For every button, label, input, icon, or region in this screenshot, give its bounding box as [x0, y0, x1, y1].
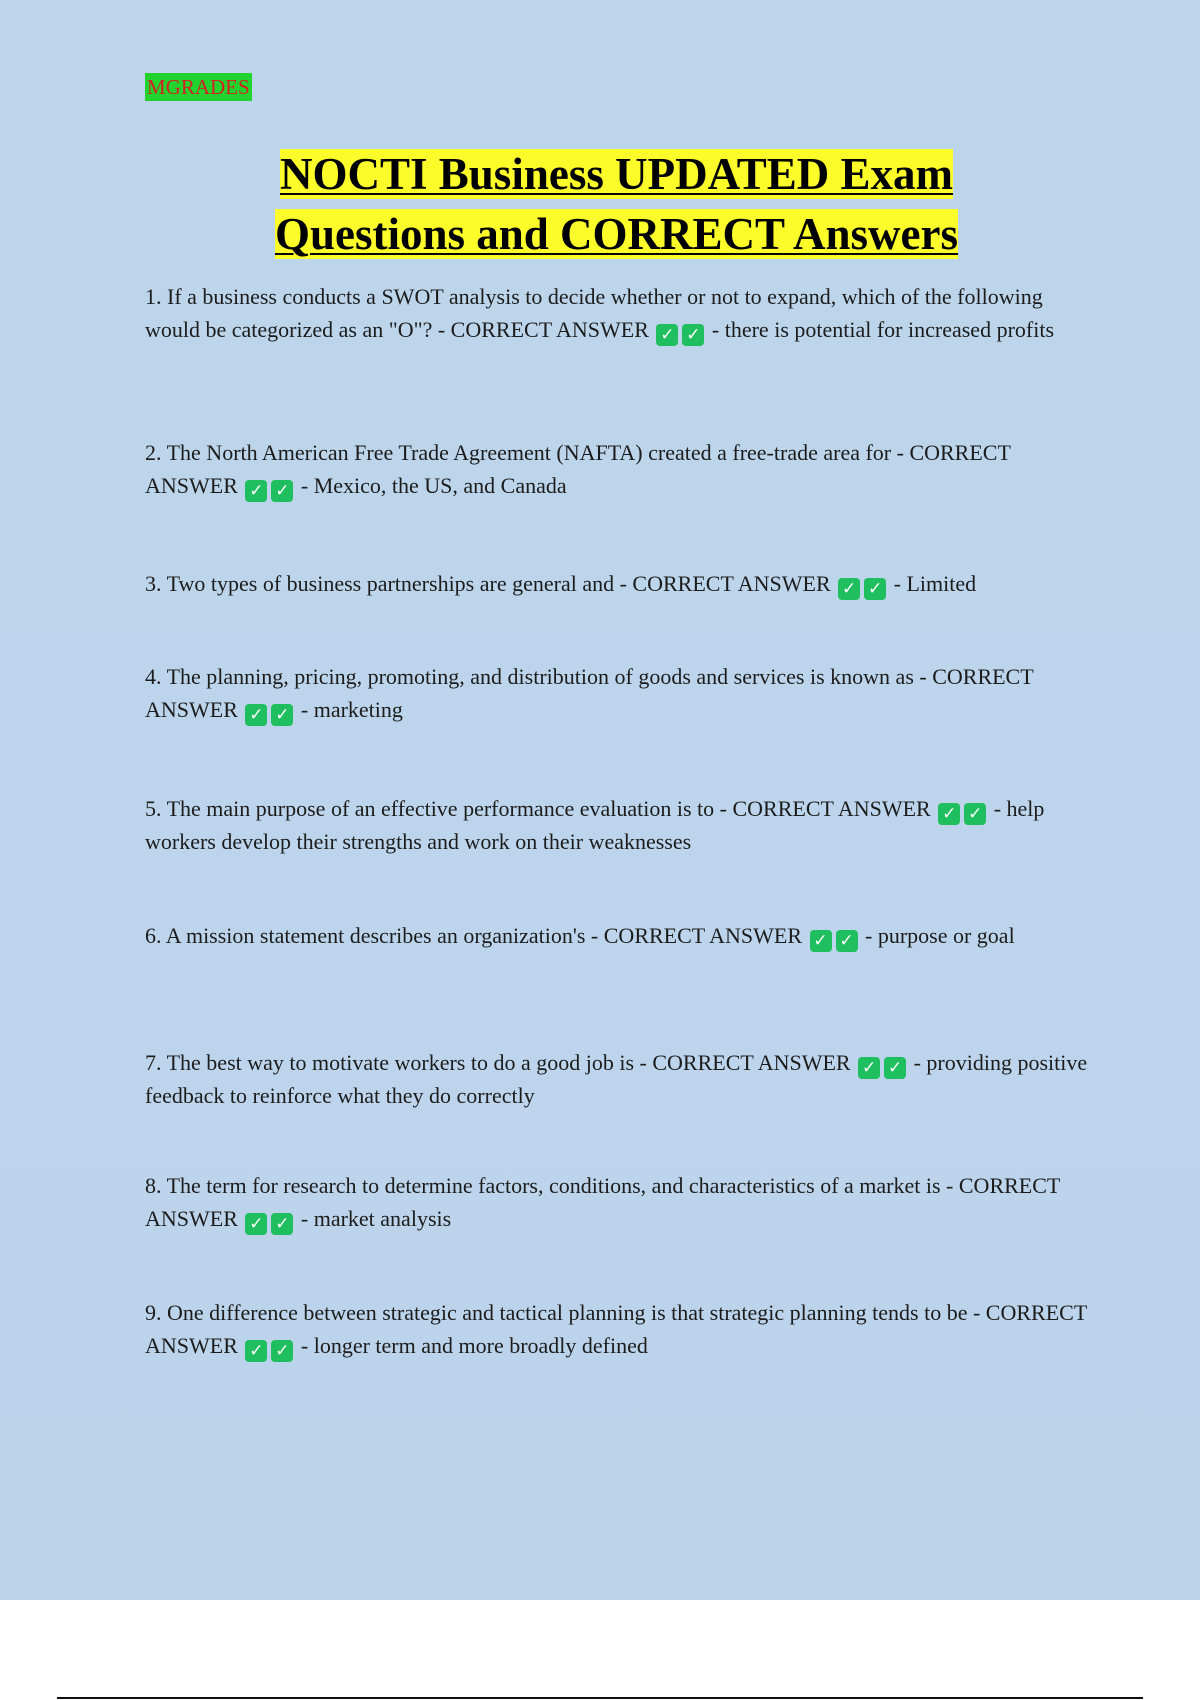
- question-prompt: 4. The planning, pricing, promoting, and distribution of goods and services is known as - CORRECT ANSWER: [145, 664, 1034, 722]
- title-line-2: Questions and CORRECT Answers: [274, 209, 959, 259]
- check-icon: ✓: [245, 1213, 267, 1235]
- check-icon: ✓: [271, 480, 293, 502]
- brand-label: MGRADES: [147, 75, 250, 99]
- check-icon: ✓: [271, 704, 293, 726]
- check-icon: ✓: [245, 480, 267, 502]
- check-icon: ✓: [858, 1057, 880, 1079]
- question-prompt: 7. The best way to motivate workers to do a good job is - CORRECT ANSWER: [145, 1050, 851, 1075]
- question-prompt: 8. The term for research to determine factors, conditions, and characteristics of a market is - CORRECT ANSWER: [145, 1173, 1060, 1231]
- question-item-3: [145, 567, 1095, 600]
- check-icon: ✓: [682, 324, 704, 346]
- question-prompt: 5. The main purpose of an effective performance evaluation is to - CORRECT ANSWER: [145, 796, 931, 821]
- question-item-6: [145, 919, 1095, 952]
- question-prompt: 6. A mission statement describes an organization's - CORRECT ANSWER: [145, 923, 802, 948]
- page-divider: [57, 1697, 1143, 1699]
- title-line-1: NOCTI Business UPDATED Exam: [279, 149, 954, 199]
- question-answer: - Mexico, the US, and Canada: [300, 473, 567, 498]
- check-icon: ✓: [245, 704, 267, 726]
- check-icon: ✓: [836, 930, 858, 952]
- check-icon: ✓: [884, 1057, 906, 1079]
- question-prompt: 1. If a business conducts a SWOT analysis to decide whether or not to expand, which of the following would be categorized as an "O"? - CORRECT ANSWER: [145, 284, 1043, 342]
- check-icon: ✓: [656, 324, 678, 346]
- check-icon: ✓: [245, 1340, 267, 1362]
- check-icon: ✓: [271, 1213, 293, 1235]
- question-answer: - there is potential for increased profits: [711, 317, 1055, 342]
- check-icon: ✓: [938, 803, 960, 825]
- question-prompt: 3. Two types of business partnerships are general and - CORRECT ANSWER: [145, 571, 831, 596]
- question-item-2: [145, 436, 1095, 502]
- question-answer: - market analysis: [300, 1206, 452, 1231]
- check-icon: ✓: [810, 930, 832, 952]
- check-icon: ✓: [964, 803, 986, 825]
- question-answer: - providing positive feedback to reinforce what they do correctly: [145, 1050, 1088, 1108]
- question-answer: - purpose or goal: [865, 923, 1015, 948]
- check-icon: ✓: [271, 1340, 293, 1362]
- question-answer: - longer term and more broadly defined: [300, 1333, 648, 1358]
- question-item-9: [145, 1296, 1095, 1362]
- check-icon: ✓: [864, 578, 886, 600]
- check-icon: ✓: [838, 578, 860, 600]
- question-answer: - Limited: [893, 571, 977, 596]
- question-item-8: [145, 1169, 1095, 1235]
- question-answer: - marketing: [300, 697, 403, 722]
- page-title: [145, 144, 1088, 264]
- question-item-4: [145, 660, 1095, 726]
- question-item-5: [145, 792, 1095, 858]
- question-item-1: [145, 280, 1095, 346]
- question-prompt: 2. The North American Free Trade Agreement (NAFTA) created a free-trade area for - CORRECT ANSWER: [145, 440, 1011, 498]
- question-prompt: 9. One difference between strategic and tactical planning is that strategic planning tends to be - CORRECT ANSWER: [145, 1300, 1087, 1358]
- question-answer: - help workers develop their strengths and work on their weaknesses: [145, 796, 1045, 854]
- question-item-7: [145, 1046, 1095, 1112]
